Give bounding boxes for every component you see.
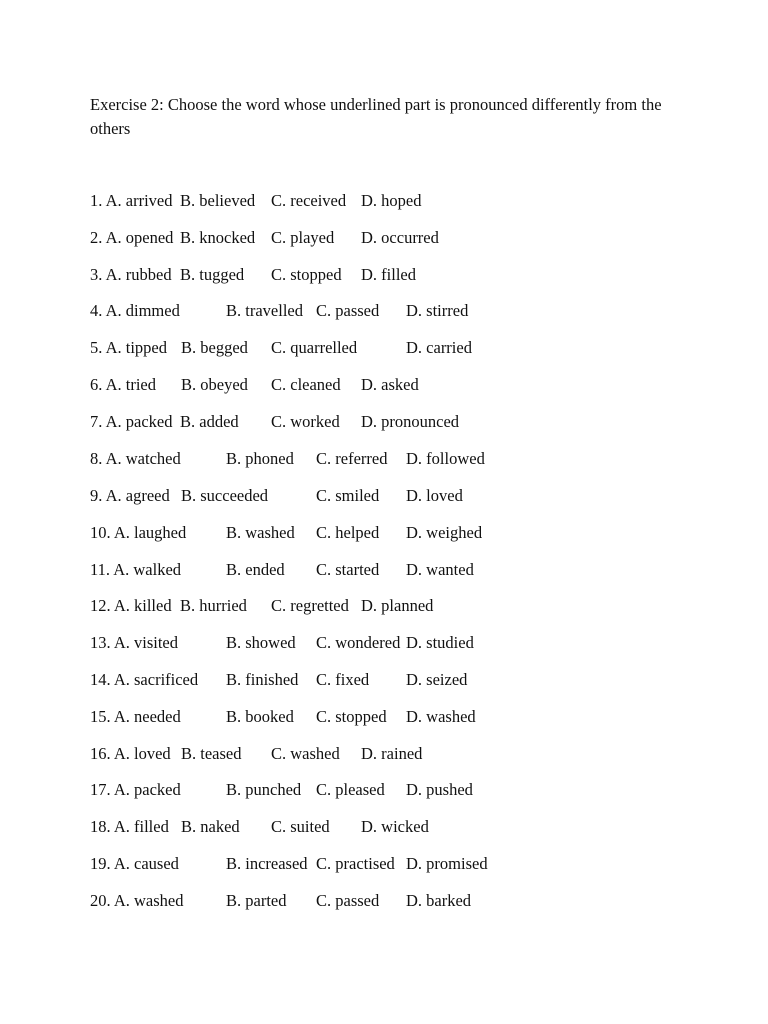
option-d: D. followed: [406, 449, 485, 468]
option-a: 14. A. sacrificed: [90, 670, 199, 689]
question-row: [90, 705, 690, 729]
option-b: B. phoned: [226, 449, 294, 468]
option-d: D. rained: [361, 744, 423, 763]
option-c: C. fixed: [316, 670, 370, 689]
option-d: D. wicked: [361, 817, 429, 836]
option-c: C. referred: [316, 449, 388, 468]
option-a: 20. A. washed: [90, 891, 184, 910]
question-row: [90, 889, 690, 913]
option-c: C. passed: [316, 301, 380, 320]
option-c: C. stopped: [316, 707, 387, 726]
option-b: B. increased: [226, 854, 308, 873]
option-c: C. smiled: [316, 486, 380, 505]
option-c: C. passed: [316, 891, 380, 910]
option-d: D. wanted: [406, 560, 474, 579]
option-b: B. booked: [226, 707, 294, 726]
option-a: 17. A. packed: [90, 780, 181, 799]
option-c: C. regretted: [271, 596, 349, 615]
question-row: [90, 558, 690, 582]
option-b: B. ended: [226, 560, 285, 579]
option-a: 8. A. watched: [90, 449, 181, 468]
option-a: 7. A. packed: [90, 412, 173, 431]
option-b: B. washed: [226, 523, 295, 542]
option-c: C. stopped: [271, 265, 342, 284]
option-a: 5. A. tipped: [90, 338, 167, 357]
question-row: [90, 521, 690, 545]
option-a: 15. A. needed: [90, 707, 181, 726]
question-row: [90, 742, 690, 766]
option-a: 16. A. loved: [90, 744, 171, 763]
option-a: 19. A. caused: [90, 854, 179, 873]
option-a: 18. A. filled: [90, 817, 169, 836]
option-b: B. finished: [226, 670, 299, 689]
option-c: C. started: [316, 560, 380, 579]
option-b: B. naked: [181, 817, 240, 836]
question-row: [90, 373, 690, 397]
option-a: 2. A. opened: [90, 228, 174, 247]
option-b: B. believed: [180, 191, 256, 210]
question-row: [90, 668, 690, 692]
option-c: C. cleaned: [271, 375, 341, 394]
exercise-title: Exercise 2: Choose the word whose underlined part is pronounced differently from the others: [90, 95, 662, 138]
option-a: 4. A. dimmed: [90, 301, 180, 320]
option-c: C. quarrelled: [271, 338, 358, 357]
option-c: C. practised: [316, 854, 395, 873]
option-a: 6. A. tried: [90, 375, 156, 394]
question-row: [90, 189, 690, 213]
option-c: C. worked: [271, 412, 340, 431]
option-c: C. washed: [271, 744, 340, 763]
option-b: B. begged: [181, 338, 248, 357]
option-c: C. wondered: [316, 633, 401, 652]
question-list: [90, 189, 690, 929]
option-d: D. stirred: [406, 301, 469, 320]
question-row: [90, 226, 690, 250]
option-d: D. hoped: [361, 191, 422, 210]
option-d: D. planned: [361, 596, 434, 615]
question-row: [90, 852, 690, 876]
option-d: D. washed: [406, 707, 476, 726]
question-row: [90, 815, 690, 839]
option-c: C. suited: [271, 817, 330, 836]
question-row: [90, 484, 690, 508]
option-d: D. pushed: [406, 780, 473, 799]
option-b: B. added: [180, 412, 239, 431]
question-row: [90, 299, 690, 323]
option-d: D. barked: [406, 891, 472, 910]
question-row: [90, 447, 690, 471]
question-row: [90, 410, 690, 434]
option-c: C. received: [271, 191, 347, 210]
option-d: D. occurred: [361, 228, 439, 247]
option-d: D. filled: [361, 265, 416, 284]
option-d: D. carried: [406, 338, 472, 357]
option-b: B. succeeded: [181, 486, 269, 505]
option-b: B. hurried: [180, 596, 247, 615]
question-row: [90, 631, 690, 655]
option-a: 11. A. walked: [90, 560, 182, 579]
option-a: 3. A. rubbed: [90, 265, 172, 284]
question-row: [90, 263, 690, 287]
option-b: B. travelled: [226, 301, 303, 320]
question-row: [90, 336, 690, 360]
question-row: [90, 778, 690, 802]
option-d: D. loved: [406, 486, 463, 505]
option-c: C. helped: [316, 523, 380, 542]
option-a: 12. A. killed: [90, 596, 172, 615]
option-a: 10. A. laughed: [90, 523, 187, 542]
option-b: B. obeyed: [181, 375, 248, 394]
option-b: B. showed: [226, 633, 296, 652]
option-b: B. teased: [181, 744, 242, 763]
option-d: D. weighed: [406, 523, 483, 542]
option-a: 13. A. visited: [90, 633, 179, 652]
option-a: 9. A. agreed: [90, 486, 170, 505]
option-c: C. played: [271, 228, 335, 247]
option-b: B. tugged: [180, 265, 245, 284]
option-d: D. promised: [406, 854, 488, 873]
question-row: [90, 594, 690, 618]
option-b: B. parted: [226, 891, 287, 910]
option-d: D. pronounced: [361, 412, 460, 431]
option-d: D. seized: [406, 670, 468, 689]
option-b: B. knocked: [180, 228, 256, 247]
option-c: C. pleased: [316, 780, 385, 799]
option-d: D. studied: [406, 633, 474, 652]
option-b: B. punched: [226, 780, 302, 799]
option-d: D. asked: [361, 375, 419, 394]
option-a: 1. A. arrived: [90, 191, 173, 210]
